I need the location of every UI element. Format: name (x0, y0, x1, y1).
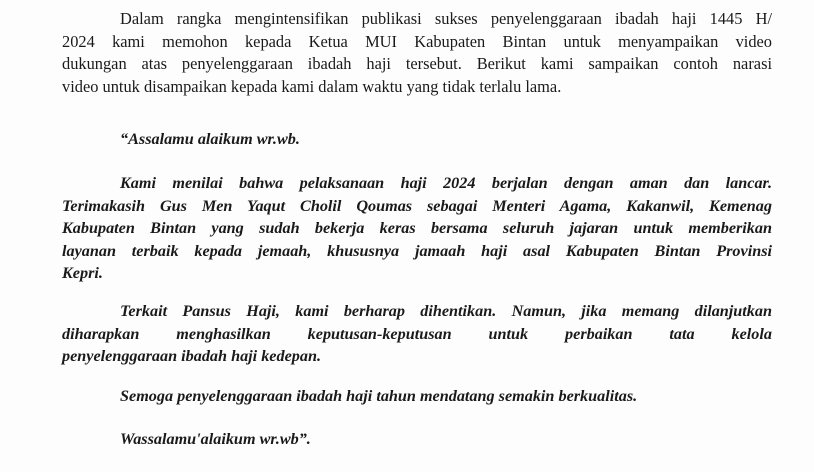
intro-paragraph (62, 8, 772, 98)
intro-line: Dalam rangka mengintensifikan publikasi sukses penyelenggaraan ibadah haji 1445 H/ (120, 9, 772, 28)
narration-paragraph-2 (62, 300, 772, 368)
narration-greeting (62, 128, 772, 151)
narration-line: layanan terbaik kepada jemaah, khususnya jamaah haji asal Kabupaten Bintan Provinsi (62, 241, 772, 260)
narration-paragraph-1 (62, 172, 772, 285)
narration-line: penyelenggaraan ibadah haji kedepan. (62, 347, 322, 365)
narration-line: Kepri. (62, 264, 103, 282)
greeting-line: “Assalamu alaikum wr.wb. (120, 130, 300, 148)
narration-line: Kami menilai bahwa pelaksanaan haji 2024 berjalan dengan aman dan lancar. (120, 174, 772, 192)
narration-line: diharapkan menghasilkan keputusan-keputusan untuk perbaikan tata kelola (62, 324, 772, 343)
narration-line: Terimakasih Gus Men Yaqut Cholil Qoumas sebagai Menteri Agama, Kakanwil, Kemenag (62, 196, 772, 215)
intro-line: video untuk disampaikan kepada kami dalam waktu yang tidak terlalu lama. (62, 76, 562, 96)
narration-line: Terkait Pansus Haji, kami berharap dihentikan. Namun, jika memang dilanjutkan (120, 302, 772, 320)
intro-line: dukungan atas penyelenggaraan ibadah haji tersebut. Berikut kami sampaikan contoh narasi (62, 54, 772, 73)
narration-paragraph-3 (62, 385, 772, 408)
narration-closing (62, 428, 772, 451)
narration-line: Kabupaten Bintan yang sudah bekerja keras bersama seluruh jajaran untuk memberikan (62, 219, 772, 237)
closing-line: Wassalamu'alaikum wr.wb”. (120, 430, 311, 448)
intro-line: 2024 kami memohon kepada Ketua MUI Kabupaten Bintan untuk menyampaikan video (62, 31, 772, 51)
narration-line: Semoga penyelenggaraan ibadah haji tahun mendatang semakin berkualitas. (120, 387, 638, 405)
